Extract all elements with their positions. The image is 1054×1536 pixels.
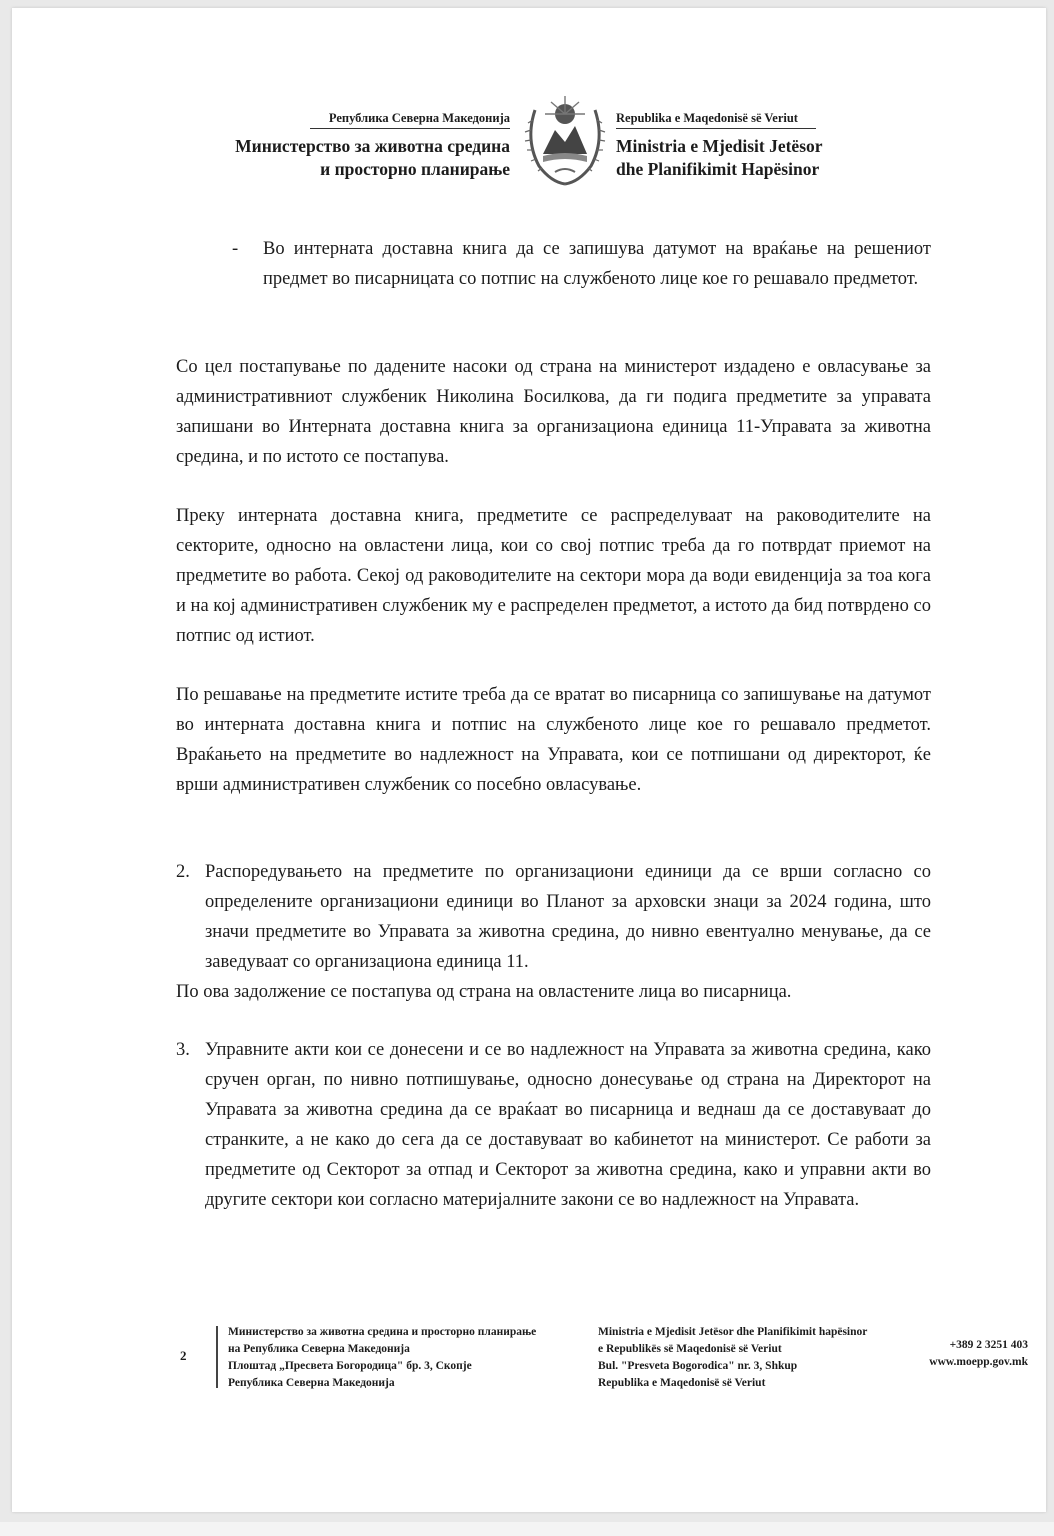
- header-mk-country: Република Северна Македонија: [328, 111, 510, 125]
- paragraph-distribution: Преку интерната доставна книга, предметите се распределуваат на раководителите на секторите, односно на овластени лица, кои со свој потпис треба да го потврдат приемот на предметите во работа. Секој од раководителите на сектори мора да води евиденција за тоа кога и на кој административен службеник му е распределен предметот, а истото да бид потврдено со потпис од истиот.: [176, 506, 931, 646]
- coat-of-arms-emblem-icon: [521, 92, 609, 188]
- item-3-text: Управните акти кои се донесени и се во надлежност на Управата за животна средина, како сручен орган, по нивно потпишување, односно донесување од страна на Директорот на Управата за животна средина да се враќаат во писарница и веднаш да се доставуваат до странките, а не како до сега да се доставуваат во кабинетот на министерот. Се работи за предметите од Секторот за отпад и Секторот за животна средина, како и управни акти во другите сектори кои согласно материјалните закони се во надлежност на Управата.: [205, 1040, 931, 1210]
- footer-al-line4: Republika e Maqedonisë së Veriut: [598, 1377, 766, 1389]
- bullet-dash: -: [232, 239, 239, 259]
- header-al-country: Republika e Maqedonisë së Veriut: [616, 111, 798, 125]
- header-al-rule: [616, 128, 816, 129]
- footer-al-line2: e Republikës së Maqedonisë së Veriut: [598, 1343, 782, 1355]
- item-2-text: Распоредувањето на предметите по организациони единици да се врши согласно со определените организациони единици во Планот за арховски знаци за 2024 година, што значи предметите во Управата за животна средина, до нивно евентуално менување, да се заведуваат со организациона единица 11.: [205, 862, 931, 972]
- header-mk-rule: [310, 128, 510, 129]
- header-al-ministry-line1: Ministria e Mjedisit Jetësor: [616, 136, 823, 156]
- footer-mk-address: [228, 1324, 536, 1392]
- header-mk-ministry-line2: и просторно планирање: [320, 159, 510, 179]
- footer-divider: [216, 1326, 218, 1388]
- header-mk: [235, 110, 510, 181]
- header-al: [616, 110, 823, 181]
- item-2-number: 2.: [176, 862, 190, 882]
- paragraph-authorization: Со цел постапување по дадените насоки од страна на министерот издадено е овласување за административниот службеник Николина Босилкова, да ги подига предметите за управата запишани во Интерната доставна книга за организациона единица 11-Управата за животна средина, и по истото се постапува.: [176, 357, 931, 467]
- footer-al-line3: Bul. "Presveta Bogorodica" nr. 3, Shkup: [598, 1360, 798, 1372]
- item-3-number: 3.: [176, 1040, 190, 1060]
- page-number: 2: [180, 1348, 187, 1363]
- item-2-followup: По ова задолжение се постапува од страна на овластените лица во писарница.: [176, 982, 792, 1002]
- next-page-edge: [0, 1522, 1054, 1536]
- footer-contact: [929, 1337, 1028, 1371]
- footer-mk-line2: на Република Северна Македонија: [228, 1343, 410, 1355]
- footer-al-address: [598, 1324, 867, 1392]
- footer-phone: +389 2 3251 403: [949, 1339, 1028, 1351]
- bullet-paragraph: Во интерната доставна книга да се запишува датумот на враќање на решениот предмет во писарницата со потпис на службеното лице кое го решавало предметот.: [263, 239, 931, 289]
- footer-website-link[interactable]: www.moepp.gov.mk: [929, 1356, 1028, 1368]
- header-al-ministry-line2: dhe Planifikimit Hapësinor: [616, 159, 820, 179]
- footer-al-line1: Ministria e Mjedisit Jetësor dhe Planifikimit hapësinor: [598, 1326, 868, 1338]
- footer-mk-line3: Плоштад „Пресвета Богородица" бр. 3, Скопје: [228, 1360, 472, 1372]
- header-mk-ministry-line1: Министерство за животна средина: [235, 136, 510, 156]
- footer-mk-line1: Министерство за животна средина и просторно планирање: [228, 1326, 537, 1338]
- paragraph-return: По решавање на предметите истите треба да се вратат во писарница со запишување на датумот во интерната доставна книга и потпис на службеното лице кое го решавало предметот. Враќањето на предметите во надлежност на Управата, кои се потпишани од директорот, ќе врши административен службеник со посебно овласување.: [176, 685, 931, 795]
- footer-mk-line4: Република Северна Македонија: [228, 1377, 395, 1389]
